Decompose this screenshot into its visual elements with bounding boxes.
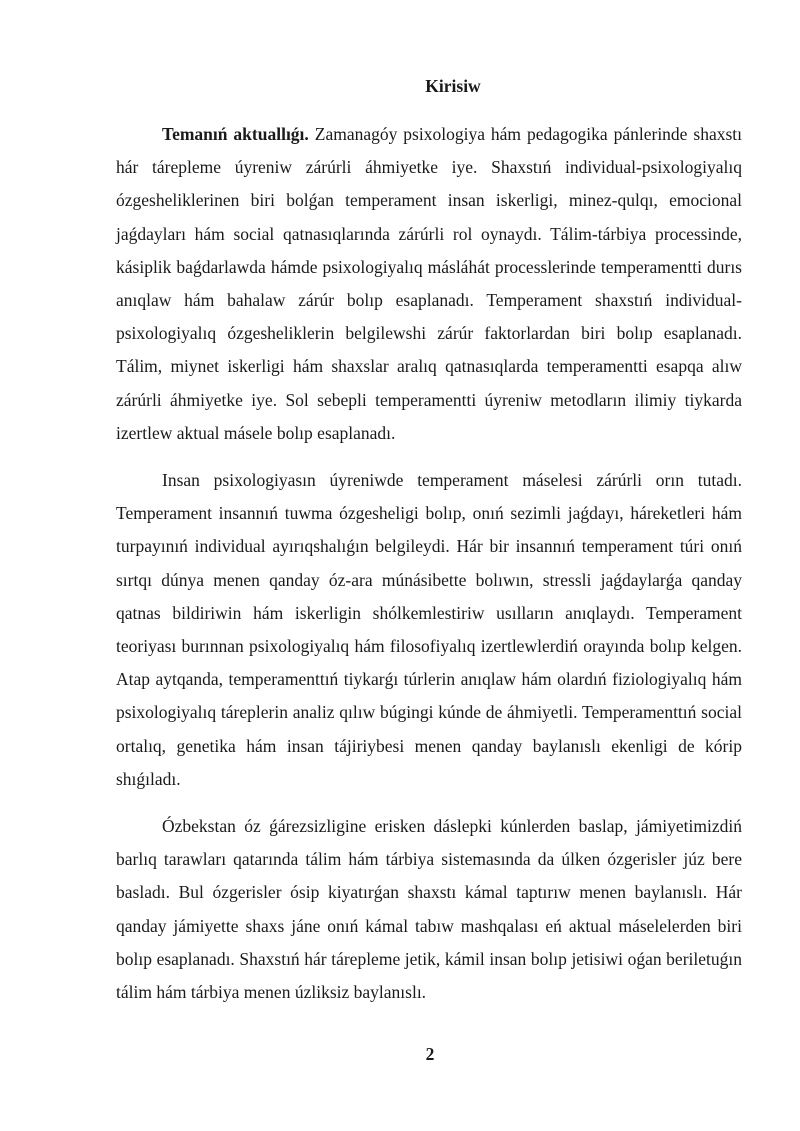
paragraph-uzbekistan: Ózbekstan óz ǵárezsizligine erisken dáslepki kúnlerden baslap, jámiyetimizdiń barlıq tarawları qatarında tálim hám tárbiya sistemasında da úlken ózgerisler júz bere basladı. Bul ózgerisler ósip kiyatırǵan shaxstı kámal taptırıw menen baylanıslı. Hár qanday jámiyette shaxs jáne onıń kámal tabıw mashqalası eń aktual máselelerden biri bolıp esaplanadı. Shaxstıń hár tárepleme jetik, kámil insan bolıp jetisiwi oǵan beriletuǵın tálim hám tárbiya menen úzliksiz baylanıslı. — [116, 816, 742, 1003]
paragraph-text: Zamanagóy psixologiya hám pedagogika pánlerinde shaxstı hár tárepleme úyreniw zárúrli áhmiyetke iye. Shaxstıń individual-psixologiyalıq ózgesheliklerinen biri bolǵan temperament insan iskerligi, minez-qulqı, emocional jaǵdayları hám social qatnasıqlarında zárúrli rol oynaydı. Tálim-tárbiya processinde, kásiplik baǵdarlawda hámde psixologiyalıq másláhát processlerinde temperamentti durıs anıqlaw hám bahalaw zárúr bolıp esaplanadı. Temperament shaxstıń individual-psixologiyalıq ózgesheliklerin belgilewshi zárúr faktorlardan biri bolıp esaplanadı. Tálim, miynet iskerligi hám shaxslar aralıq qatnasıqlarda temperamentti esapqa alıw zárúrli áhmiyetke iye. Sol sebepli temperamentti úyreniw metodların ilimiy tiykarda izertlew aktual másele bolıp esaplanadı. — [116, 124, 743, 443]
paragraph-relevance — [116, 118, 742, 450]
page-number: 2 — [425, 1044, 435, 1064]
paragraph-lead: Temanıń aktuallıǵı. — [162, 124, 309, 144]
paragraph-temperament: Insan psixologiyasın úyreniwde temperament máselesi zárúrli orın tutadı. Temperament insannıń tuwma ózgesheligi bolıp, onıń sezimli jaǵdayı, háreketleri hám turpayınıń individual ayırıqshalıǵın belgileydi. Hár bir insannıń temperament túri onıń sırtqı dúnya menen qanday óz-ara múnásibette bolıwın, stressli jaǵdaylarǵa qanday qatnas bildiriwin hám iskerligin shólkemlestiriw usılların anıqlaydı. Temperament teoriyası burınnan psixologiyalıq hám filosofiyalıq izertlewlerdiń orayında bolıp kelgen. Atap aytqanda, temperamenttıń tiykarǵı túrlerin anıqlaw hám olardıń fiziologiyalıq hám psixologiyalıq táreplerin analiz qılıw búgingi kúnde de áhmiyetli. Temperamenttıń social ortalıq, genetika hám insan tájiriybesi menen qanday baylanıslı ekenligi de kórip shıǵıladı. — [116, 470, 742, 789]
body-text — [116, 118, 742, 1009]
section-title: Kirisiw — [425, 76, 481, 96]
